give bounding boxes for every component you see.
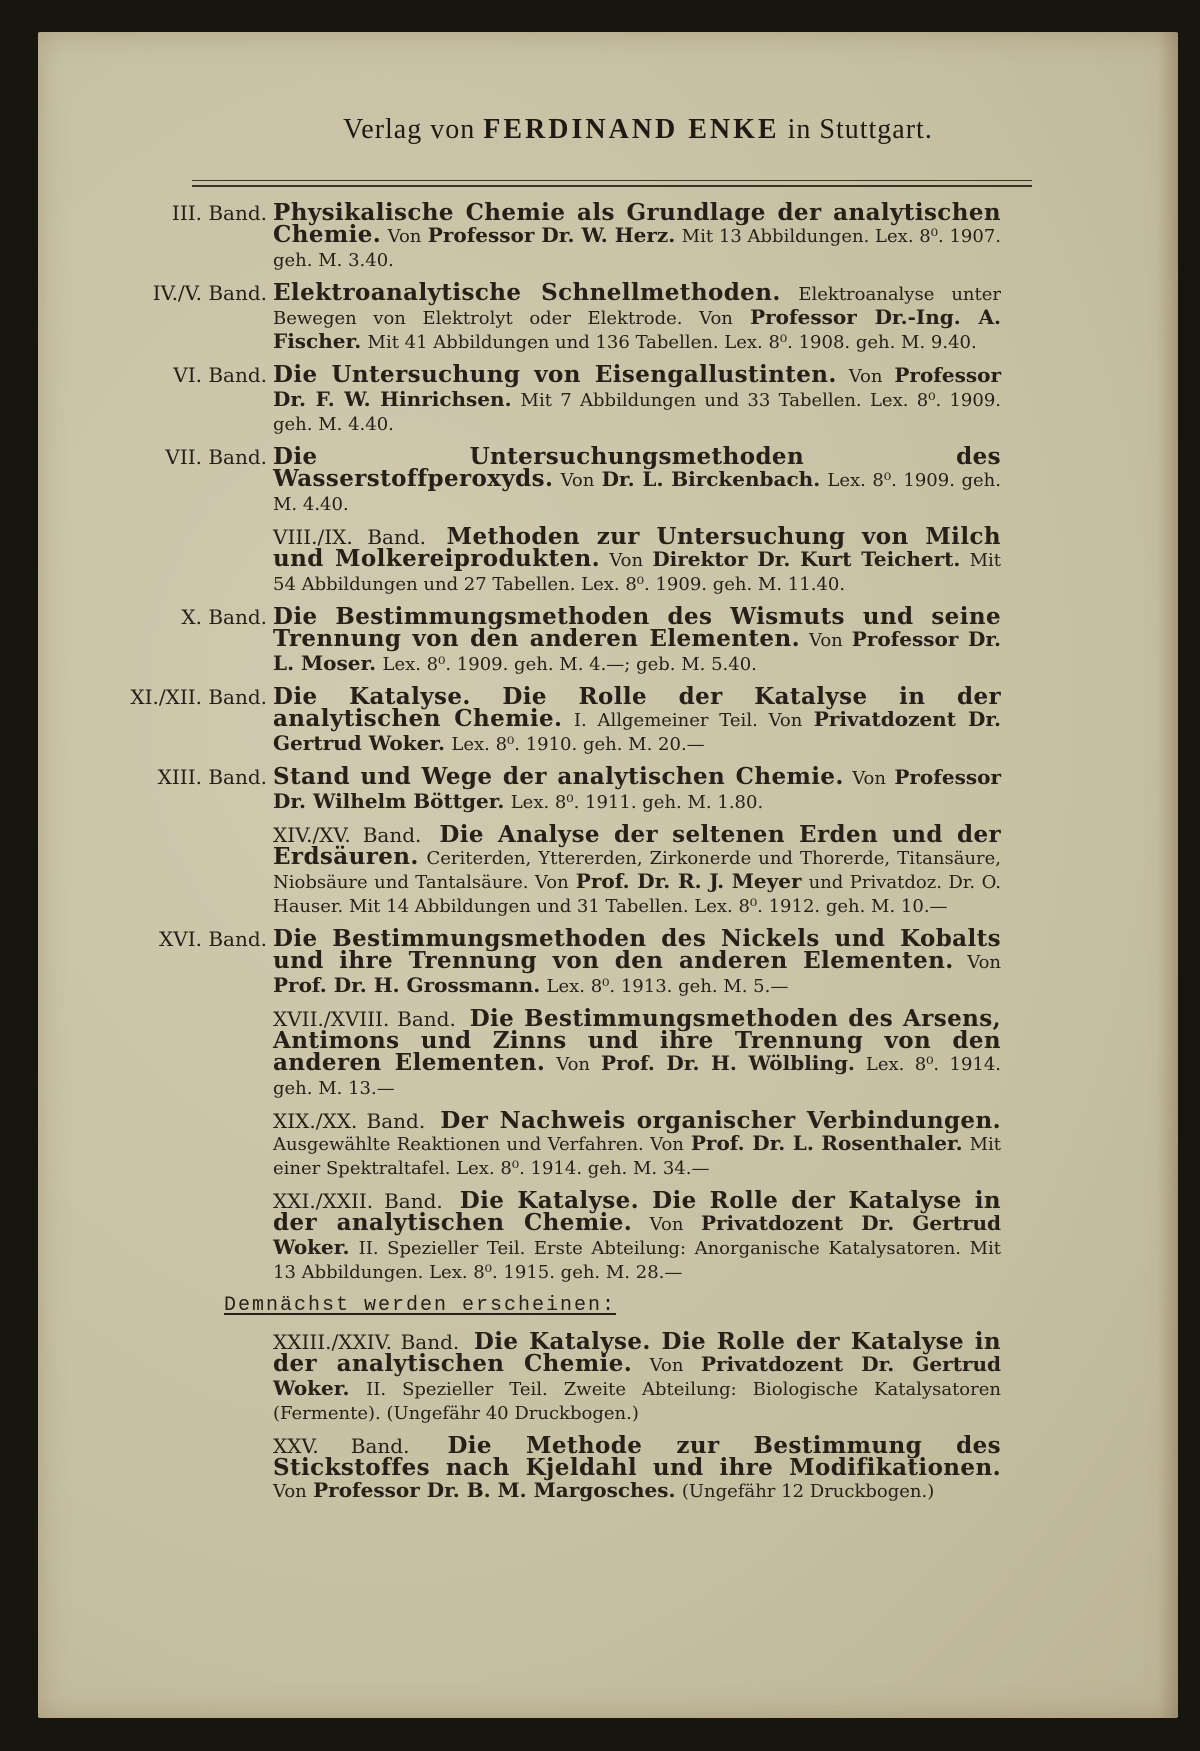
volume-title: Die Bestimmungsmethoden des Nickels und Kobalts und ihre Trennung von den anderen Elementen. [273, 925, 1001, 974]
volume-details: und Privatdoz. Dr. O. Hauser. Mit 14 Abbildungen und 31 Tabellen. Lex. 8⁰. 1912. geh. M. 10.— [273, 872, 1002, 917]
volume-title: Die Katalyse. Die Rolle der Katalyse in der analytischen Chemie. [273, 1328, 1001, 1377]
volume-author: Professor Dr. W. Herz. [427, 223, 676, 247]
volume-description: Von [852, 768, 886, 789]
volume-author: Prof. Dr. L. Rosenthaler. [690, 1131, 963, 1155]
volume-author: Prof. Dr. R. J. Meyer [575, 869, 802, 893]
volume-author: Professor Dr. Wilhelm Böttger. [273, 765, 1001, 813]
volume-title: Physikalische Chemie als Grundlage der analytischen Chemie. [273, 199, 1001, 248]
volume-number: III. Band. [171, 201, 267, 225]
volume-title: Die Analyse der seltenen Erden und der Erdsäuren. [273, 821, 1001, 870]
volume-details: Lex. 8⁰. 1911. geh. M. 1.80. [510, 792, 764, 813]
volume-author: Professor Dr. F. W. Hinrichsen. [273, 363, 1002, 411]
volume-entry [171, 199, 1002, 272]
volume-entry [273, 523, 1002, 596]
publisher-name: FERDINAND ENKE [483, 114, 780, 145]
publisher-prefix: Verlag von [343, 114, 476, 145]
volume-number: XIX./XX. Band. [273, 1109, 426, 1133]
forthcoming-heading: Demnächst werden erscheinen: [224, 1294, 617, 1317]
volume-title: Die Methode zur Bestimmung des Stickstoffes nach Kjeldahl und ihre Modifikationen. [273, 1432, 1001, 1481]
page-header [38, 114, 1178, 146]
volume-number: XVII./XVIII. Band. [273, 1007, 456, 1031]
volume-entry [273, 1187, 1001, 1284]
volume-author: Professor Dr. L. Moser. [273, 627, 1002, 675]
volume-author: Prof. Dr. H. Wölbling. [601, 1051, 855, 1075]
volume-description: Von [967, 952, 1001, 973]
volume-description: Von [273, 1481, 307, 1502]
volume-number: XIII. Band. [157, 765, 267, 789]
volume-entry [173, 361, 1002, 436]
volume-entry [273, 1107, 1002, 1180]
header-rule-thick [192, 185, 1032, 187]
volume-title: Der Nachweis organischer Verbindungen. [440, 1107, 1001, 1134]
volume-entry [273, 1328, 1001, 1425]
volume-description: Von [808, 630, 843, 651]
volume-entry [165, 443, 1001, 516]
volume-details: II. Spezieller Teil. Erste Abteilung: Anorganische Katalysatoren. Mit 13 Abbildungen. Lex. 8⁰. 1915. geh. M. 28.— [273, 1238, 1001, 1283]
volume-title: Die Bestimmungsmethoden des Wismuts und seine Trennung von den anderen Elementen. [273, 603, 1001, 652]
volume-entry [159, 925, 1001, 998]
volume-entry [157, 763, 1001, 814]
publisher-line [98, 114, 1178, 146]
volume-number: XXIII./XXIV. Band. [273, 1330, 460, 1354]
volume-description: Von [387, 226, 422, 247]
volume-author: Professor Dr.-Ing. A. Fischer. [273, 305, 1002, 353]
volume-number: XXI./XXII. Band. [273, 1189, 443, 1213]
volume-entry [152, 279, 1002, 354]
volume-number: VII. Band. [165, 445, 267, 469]
volume-entry [273, 1005, 1002, 1100]
volume-description: Ausgewählte Reaktionen und Verfahren. Von [273, 1134, 684, 1155]
volume-details: Mit 13 Abbildungen. Lex. 8⁰. 1907. geh. M. 3.40. [273, 226, 1002, 271]
volume-author: Privatdozent Dr. Gertrud Woker. [273, 707, 1001, 755]
volume-details: Mit einer Spektraltafel. Lex. 8⁰. 1914. geh. M. 34.— [273, 1134, 1002, 1179]
volume-description: I. Allgemeiner Teil. Von [573, 710, 803, 731]
volume-details: II. Spezieller Teil. Zweite Abteilung: Biologische Katalysatoren (Fermente). (Ungefähr 40 Druckbogen.) [273, 1379, 1001, 1424]
volume-author: Direktor Dr. Kurt Teichert. [652, 547, 961, 571]
volume-title: Methoden zur Untersuchung von Milch und Molkereiprodukten. [273, 523, 1001, 572]
volume-description: Von [649, 1355, 684, 1376]
volume-details: Lex. 8⁰. 1913. geh. M. 5.— [546, 976, 789, 997]
volume-entry [130, 683, 1001, 756]
volume-details: Lex. 8⁰. 1914. geh. M. 13.— [273, 1054, 1002, 1099]
volume-details: Lex. 8⁰. 1909. geh. M. 4.—; geb. M. 5.40. [382, 654, 757, 675]
volume-title: Die Untersuchungsmethoden des Wasserstoffperoxyds. [273, 443, 1001, 492]
volume-entry [273, 821, 1002, 918]
volume-title: Stand und Wege der analytischen Chemie. [273, 763, 844, 790]
volume-description: Von [556, 1054, 591, 1075]
volume-details: (Ungefähr 12 Druckbogen.) [681, 1481, 935, 1502]
volume-details: Lex. 8⁰. 1909. geh. M. 4.40. [273, 470, 1001, 515]
volume-author: Privatdozent Dr. Gertrud Woker. [273, 1352, 1001, 1400]
volume-entry [181, 603, 1002, 676]
volume-author: Prof. Dr. H. Grossmann. [273, 973, 541, 997]
volume-number: VI. Band. [173, 363, 267, 387]
volume-description: Elektroanalyse unter Bewegen von Elektrolyt oder Elektrode. Von [273, 284, 1002, 329]
volume-entry [273, 1432, 1001, 1503]
volume-number: IV./V. Band. [152, 281, 267, 305]
volume-description: Von [609, 550, 644, 571]
volume-title: Elektroanalytische Schnellmethoden. [273, 279, 781, 306]
volume-details: Lex. 8⁰. 1910. geh. M. 20.— [451, 734, 705, 755]
volume-title: Die Katalyse. Die Rolle der Katalyse in der analytischen Chemie. [273, 1187, 1001, 1236]
volume-number: XIV./XV. Band. [273, 823, 422, 847]
volume-title: Die Untersuchung von Eisengallustinten. [273, 361, 837, 388]
volume-details: Mit 7 Abbildungen und 33 Tabellen. Lex. 8⁰. 1909. geh. M. 4.40. [273, 390, 1002, 435]
volume-description: Ceriterden, Yttererden, Zirkonerde und Thorerde, Titansäure, Niobsäure und Tantalsäure. Von [273, 848, 1002, 893]
volume-number: VIII./IX. Band. [273, 525, 427, 549]
volume-list [38, 199, 1178, 1513]
volume-description: Von [649, 1214, 684, 1235]
volume-number: XXV. Band. [273, 1434, 410, 1458]
volume-number: X. Band. [181, 605, 267, 629]
volume-author: Professor Dr. B. M. Margosches. [313, 1478, 676, 1502]
volume-author: Dr. L. Birckenbach. [601, 467, 821, 491]
volume-description: Von [560, 470, 595, 491]
volume-title: Die Bestimmungsmethoden des Arsens, Antimons und Zinns und ihre Trennung von den anderen Elementen. [273, 1005, 1002, 1076]
volume-number: XVI. Band. [159, 927, 267, 951]
volume-details: Mit 54 Abbildungen und 27 Tabellen. Lex. 8⁰. 1909. geh. M. 11.40. [273, 550, 1002, 595]
volume-author: Privatdozent Dr. Gertrud Woker. [273, 1211, 1001, 1259]
volume-description: Von [848, 366, 883, 387]
header-rule-thin [192, 180, 1032, 181]
volume-title: Die Katalyse. Die Rolle der Katalyse in der analytischen Chemie. [273, 683, 1001, 732]
publisher-suffix: in Stuttgart. [787, 114, 933, 145]
volume-number: XI./XII. Band. [130, 685, 267, 709]
volume-details: Mit 41 Abbildungen und 136 Tabellen. Lex. 8⁰. 1908. geh. M. 9.40. [367, 332, 977, 353]
page [38, 32, 1178, 1718]
